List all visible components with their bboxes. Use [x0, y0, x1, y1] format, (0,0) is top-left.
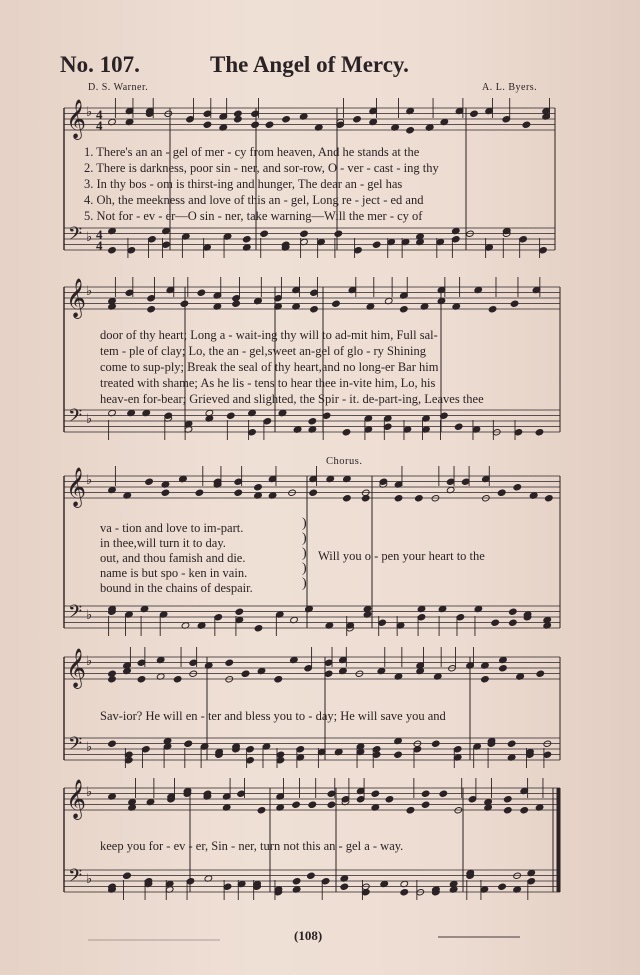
note-head — [431, 740, 440, 747]
note-head — [439, 790, 448, 797]
note-head — [400, 889, 409, 896]
note-head — [310, 306, 319, 313]
time-signature: 4 — [96, 227, 103, 242]
note-head — [226, 412, 235, 419]
note-head — [307, 872, 316, 879]
note-head — [235, 608, 244, 615]
note-head — [406, 807, 415, 814]
note-head — [406, 127, 415, 134]
note-head — [372, 241, 381, 248]
flat-sign: ♭ — [86, 608, 93, 623]
note-head — [510, 300, 519, 307]
note-head — [137, 676, 146, 683]
note-head — [343, 495, 352, 502]
note-head — [254, 484, 263, 491]
note-head — [522, 121, 531, 128]
lyric-line: 5. Not for - ev - er—O sin - ner, take warning—Will the mer - cy of — [84, 209, 423, 223]
note-head — [251, 121, 260, 128]
lyric-line: bound in the chains of despair. — [100, 581, 253, 595]
lyric-line: tem - ple of clay; Lo, the an - gel,sweet an-gel of glo - ry Shining — [100, 344, 426, 358]
note-head — [504, 807, 513, 814]
treble-clef: 𝄞 — [66, 648, 87, 688]
note-head — [173, 676, 182, 683]
flat-sign: ♭ — [86, 740, 93, 755]
treble-clef: 𝄞 — [66, 467, 87, 507]
page-number: (108) — [294, 928, 323, 943]
time-signature: 4 — [96, 238, 103, 253]
note-head — [504, 796, 513, 803]
note-head — [234, 489, 243, 496]
chorus-label: Chorus. — [326, 456, 363, 467]
lyricist-credit: D. S. Warner. — [88, 82, 149, 93]
note-head — [498, 883, 507, 890]
note-head — [454, 423, 463, 430]
note-head — [225, 659, 234, 666]
lyric-line: keep you for - ev - er, Sin - ner, turn not this an - gel a - way. — [100, 839, 404, 853]
lyric-line: 4. Oh, the meekness and love of this an - gel, Long re - ject - ed and — [84, 193, 424, 207]
brace-mark: ) ) ) ) ) — [302, 516, 307, 591]
note-head — [507, 740, 516, 747]
note-head — [520, 807, 529, 814]
note-head — [292, 801, 301, 808]
note-head — [108, 247, 117, 254]
note-head — [164, 412, 173, 419]
flat-sign: ♭ — [86, 473, 93, 488]
note-head — [108, 676, 117, 683]
note-head — [415, 495, 424, 502]
note-head — [309, 489, 318, 496]
note-head — [180, 300, 189, 307]
note-head — [371, 790, 380, 797]
flat-sign: ♭ — [86, 230, 93, 245]
note-head — [327, 801, 336, 808]
flat-sign: ♭ — [86, 654, 93, 669]
note-head — [197, 289, 206, 296]
note-head — [536, 670, 545, 677]
note-head — [481, 676, 490, 683]
note-head — [123, 872, 132, 879]
note-head — [513, 484, 522, 491]
note-head — [108, 740, 117, 747]
bass-clef: 𝄢 — [68, 406, 83, 431]
lyric-line: door of thy heart; Long a - wait-ing thy will to ad-mit him, Full sal- — [100, 328, 438, 342]
note-head — [260, 230, 269, 237]
flat-sign: ♭ — [86, 284, 93, 299]
treble-clef: 𝄞 — [66, 779, 87, 819]
flat-sign: ♭ — [86, 105, 93, 120]
bass-clef: 𝄢 — [68, 866, 83, 891]
note-head — [334, 230, 343, 237]
lyric-line: 1. There's an an - gel of mer - cy from heaven, And he stands at the — [84, 145, 420, 159]
note-head — [145, 478, 154, 485]
note-head — [308, 418, 317, 425]
treble-clef: 𝄞 — [66, 278, 87, 318]
lyric-line: heav-en for-bear; Grieved and slighted, the Spir - it. de-part-ing, Leaves thee — [100, 392, 484, 406]
bass-clef: 𝄢 — [68, 734, 83, 759]
note-head — [254, 625, 263, 632]
time-signature: 4 — [96, 107, 103, 122]
note-head — [184, 740, 193, 747]
note-head — [394, 495, 403, 502]
bass-clef: 𝄢 — [68, 602, 83, 627]
note-head — [353, 116, 362, 123]
lyric-line: 2. There is darkness, poor sin - ner, and sor-row, O - ver - cast - ing thy — [84, 161, 439, 175]
lyric-line: Will you o - pen your heart to the — [318, 549, 485, 563]
note-head — [535, 429, 544, 436]
note-head — [394, 751, 403, 758]
note-head — [147, 306, 156, 313]
note-head — [497, 489, 506, 496]
note-head — [470, 110, 479, 117]
hymn-number: No. 107. — [60, 52, 140, 77]
note-head — [545, 495, 554, 502]
note-head — [242, 236, 251, 243]
lyric-line: treated with shame; As he lis - tens to hear thee in-vite him, Lo, his — [100, 376, 436, 390]
note-head — [509, 608, 518, 615]
lyric-line: Sav-ior? He will en - ter and bless you to - day; He will save you and — [100, 709, 446, 723]
note-head — [324, 670, 333, 677]
note-head — [332, 300, 341, 307]
note-head — [257, 807, 266, 814]
lyric-line: in thee,will turn it to day. — [100, 536, 226, 550]
flat-sign: ♭ — [86, 785, 93, 800]
lyric-line: out, and thou famish and die. — [100, 551, 246, 565]
note-head — [308, 801, 317, 808]
note-head — [322, 412, 331, 419]
hymn-title: The Angel of Mercy. — [210, 52, 409, 77]
lyric-line: come to sup-ply; Break the seal of thy heart,and no long-er Bar him — [100, 360, 439, 374]
note-head — [274, 676, 283, 683]
note-head — [265, 121, 274, 128]
flat-sign: ♭ — [86, 872, 93, 887]
bass-clef: 𝄢 — [68, 224, 83, 249]
note-head — [421, 790, 430, 797]
note-head — [499, 665, 508, 672]
note-head — [421, 801, 430, 808]
note-head — [161, 489, 170, 496]
note-head — [509, 619, 518, 626]
note-head — [292, 878, 301, 885]
note-head — [300, 230, 309, 237]
note-head — [234, 116, 243, 123]
note-head — [488, 306, 497, 313]
note-head — [203, 121, 212, 128]
note-head — [241, 670, 250, 677]
treble-clef: 𝄞 — [66, 99, 87, 139]
lyric-line: 3. In thy bos - om is thirst-ing and hunger, The dear an - gel has — [84, 177, 403, 191]
note-head — [342, 429, 351, 436]
note-head — [491, 619, 500, 626]
note-head — [400, 306, 409, 313]
note-head — [340, 883, 349, 890]
note-head — [195, 489, 204, 496]
note-head — [385, 796, 394, 803]
time-signature: 4 — [96, 118, 103, 133]
lyric-line: name is but spo - ken in vain. — [100, 566, 248, 580]
lyric-line: va - tion and love to im-part. — [100, 521, 244, 535]
composer-credit: A. L. Byers. — [482, 82, 538, 93]
note-head — [282, 116, 291, 123]
flat-sign: ♭ — [86, 412, 93, 427]
